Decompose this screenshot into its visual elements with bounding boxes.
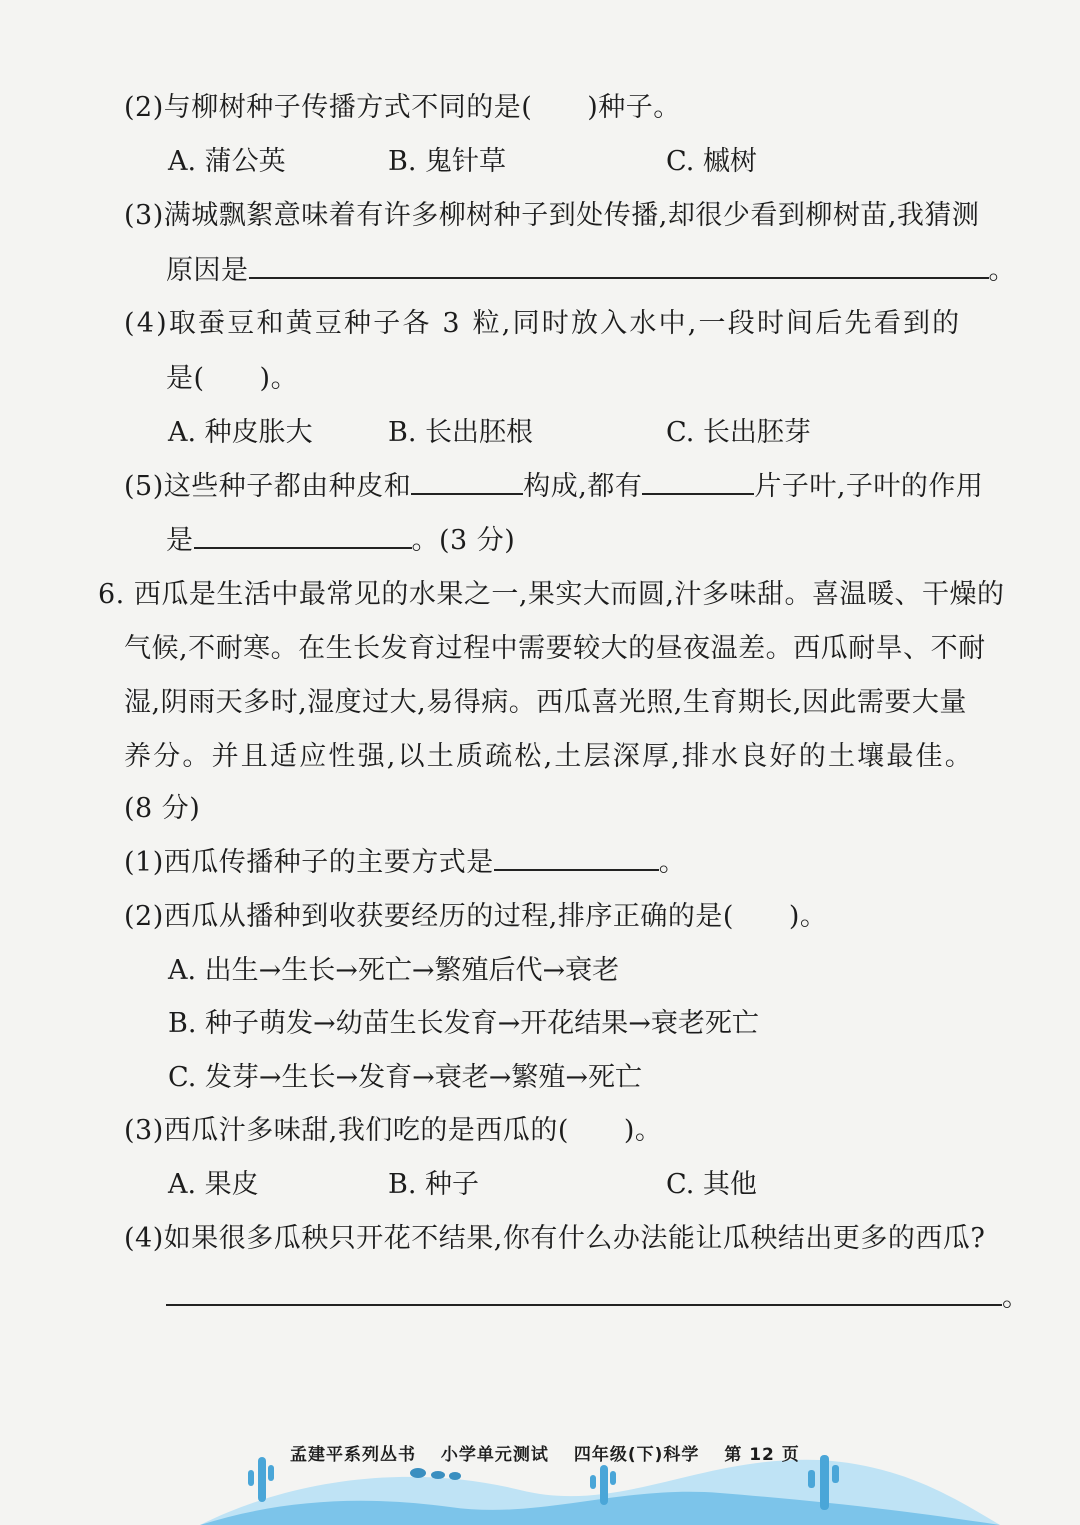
q5-part4-option-a: A. 种皮胀大	[168, 417, 313, 448]
q5-part5-text-d: 是	[166, 525, 194, 556]
q6-part4-suffix: 。	[1002, 1282, 1030, 1313]
q5-part3-line2	[166, 251, 1016, 291]
q5-part5-text-a: (5)这些种子都由种皮和	[124, 471, 412, 502]
q5-part5-blank-3[interactable]	[194, 521, 412, 549]
q5-part5-blank-1[interactable]	[411, 467, 523, 495]
q5-part5-text-b: 构成,都有	[523, 471, 643, 502]
q6-intro-line2: 气候,不耐寒。在生长发育过程中需要较大的昼夜温差。西瓜耐旱、不耐	[124, 633, 986, 664]
q6-part1-line	[124, 843, 686, 883]
q5-part4-line1: (4)取蚕豆和黄豆种子各 3 粒,同时放入水中,一段时间后先看到的	[124, 308, 962, 339]
q5-part2-text: (2)与柳树种子传播方式不同的是( )种子。	[124, 92, 681, 123]
q5-part5-line1	[124, 467, 983, 507]
q6-part3-option-a: A. 果皮	[168, 1169, 259, 1200]
q5-part2-option-a: A. 蒲公英	[168, 146, 286, 177]
q6-part2-option-a: A. 出生→生长→死亡→繁殖后代→衰老	[168, 955, 620, 986]
footer	[290, 1440, 818, 1465]
q5-part5-text-c: 片子叶,子叶的作用	[754, 471, 984, 502]
q5-part4-option-c: C. 长出胚芽	[666, 417, 811, 448]
q5-part5-score: 。(3 分)	[411, 525, 516, 556]
q6-part3-option-b: B. 种子	[388, 1169, 480, 1200]
q5-part5-blank-2[interactable]	[642, 467, 754, 495]
q6-part2-option-b: B. 种子萌发→幼苗生长发育→开花结果→衰老死亡	[168, 1008, 759, 1039]
q6-part4-answer-line	[166, 1278, 1030, 1318]
q6-part2-text: (2)西瓜从播种到收获要经历的过程,排序正确的是( )。	[124, 901, 828, 932]
q5-part3-answer-blank[interactable]	[249, 251, 989, 279]
q6-part2-option-c: C. 发芽→生长→发育→衰老→繁殖→死亡	[168, 1062, 642, 1093]
footer-desert-decoration	[0, 1415, 1080, 1525]
q6-part4-answer-blank[interactable]	[166, 1278, 1002, 1306]
q6-intro-line4: 养分。并且适应性强,以土质疏松,土层深厚,排水良好的土壤最佳。	[124, 741, 974, 772]
cactus-icon	[248, 1457, 274, 1502]
q6-part4-text: (4)如果很多瓜秧只开花不结果,你有什么办法能让瓜秧结出更多的西瓜?	[124, 1223, 986, 1254]
q6-part1-blank[interactable]	[494, 843, 659, 871]
page-number: 第 12 页	[724, 1445, 800, 1465]
footer-grade: 四年级(下)科学	[573, 1445, 700, 1465]
q6-part1-suffix: 。	[658, 847, 687, 878]
footer-book: 小学单元测试	[440, 1445, 549, 1465]
q6-part1-text: (1)西瓜传播种子的主要方式是	[124, 847, 494, 878]
q5-part3-suffix: 。	[988, 255, 1016, 286]
q6-score: (8 分)	[124, 793, 201, 824]
q6-part3-option-c: C. 其他	[666, 1169, 757, 1200]
q6-intro-line1: 6. 西瓜是生活中最常见的水果之一,果实大而圆,汁多味甜。喜温暖、干燥的	[98, 579, 1005, 610]
q6-intro-line3: 湿,阴雨天多时,湿度过大,易得病。西瓜喜光照,生育期长,因此需要大量	[124, 687, 967, 718]
q5-part2-option-b: B. 鬼针草	[388, 146, 507, 177]
q5-part5-line2	[166, 521, 515, 561]
q5-part3-line1: (3)满城飘絮意味着有许多柳树种子到处传播,却很少看到柳树苗,我猜测	[124, 200, 980, 231]
q5-part2-option-c: C. 槭树	[666, 146, 757, 177]
q6-part3-text: (3)西瓜汁多味甜,我们吃的是西瓜的( )。	[124, 1115, 663, 1146]
q5-part4-line2: 是( )。	[166, 363, 299, 394]
q5-part3-prefix: 原因是	[166, 255, 249, 286]
footer-series: 孟建平系列丛书	[290, 1445, 416, 1465]
q5-part4-option-b: B. 长出胚根	[388, 417, 534, 448]
